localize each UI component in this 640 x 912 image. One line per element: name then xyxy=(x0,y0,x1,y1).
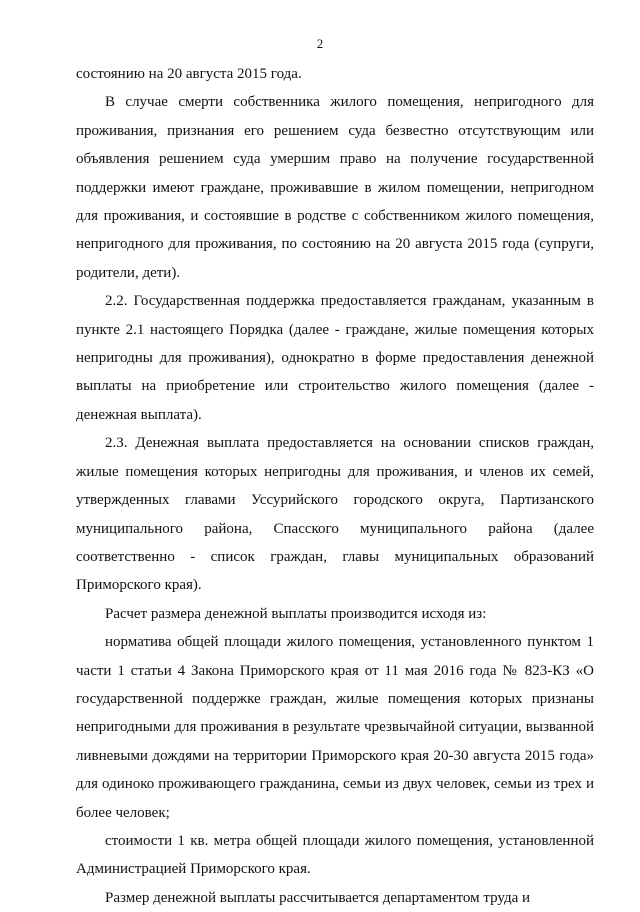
paragraph-calculation-intro: Расчет размера денежной выплаты производится исходя из: xyxy=(105,605,487,622)
paragraph-area-norm: норматива общей площади жилого помещения, установленного пунктом 1 части 1 статьи 4 Закона Приморского края от 11 мая 2016 года № 823-КЗ «О государственной поддержке граждан, жилые помещения которых признаны непригодными для проживания в результате чрезвычайной ситуации, вызванной ливневыми дождями на территории Приморского края 20-30 августа 2015 года» для одиноко проживающего гражданина, семьи из двух человек, семьи из трех и более человек; xyxy=(76,634,594,821)
paragraph-owner-death: В случае смерти собственника жилого помещения, непригодного для проживания, признания его решением суда безвестно отсутствующим или объявления решением суда умершим право на получение государственной поддержки имеют граждане, проживавшие в жилом помещении, непригодном для проживания, и состоявшие в родстве с собственником жилого помещения, непригодного для проживания, по состоянию на 20 августа 2015 года (супруги, родители, дети). xyxy=(76,94,594,281)
paragraph-square-meter-cost: стоимости 1 кв. метра общей площади жилого помещения, установленной Администрацией Приморского края. xyxy=(76,832,594,878)
document-body xyxy=(76,60,594,912)
paragraph-2-2: 2.2. Государственная поддержка предоставляется гражданам, указанным в пункте 2.1 настоящего Порядка (далее - граждане, жилые помещения которых непригодны для проживания), однократно в форме предоставления денежной выплаты на приобретение или строительство жилого помещения (далее - денежная выплата). xyxy=(76,293,594,423)
paragraph-continuation: состоянию на 20 августа 2015 года. xyxy=(76,66,302,82)
page-number: 2 xyxy=(316,36,324,51)
paragraph-payment-calculation: Размер денежной выплаты рассчитывается департаментом труда и xyxy=(105,889,531,906)
paragraph-2-3: 2.3. Денежная выплата предоставляется на основании списков граждан, жилые помещения которых непригодны для проживания, и членов их семей, утвержденных главами Уссурийского городского округа, Партизанского муниципального района, Спасского муниципального района (далее соответственно - список граждан, главы муниципальных образований Приморского края). xyxy=(76,435,594,594)
